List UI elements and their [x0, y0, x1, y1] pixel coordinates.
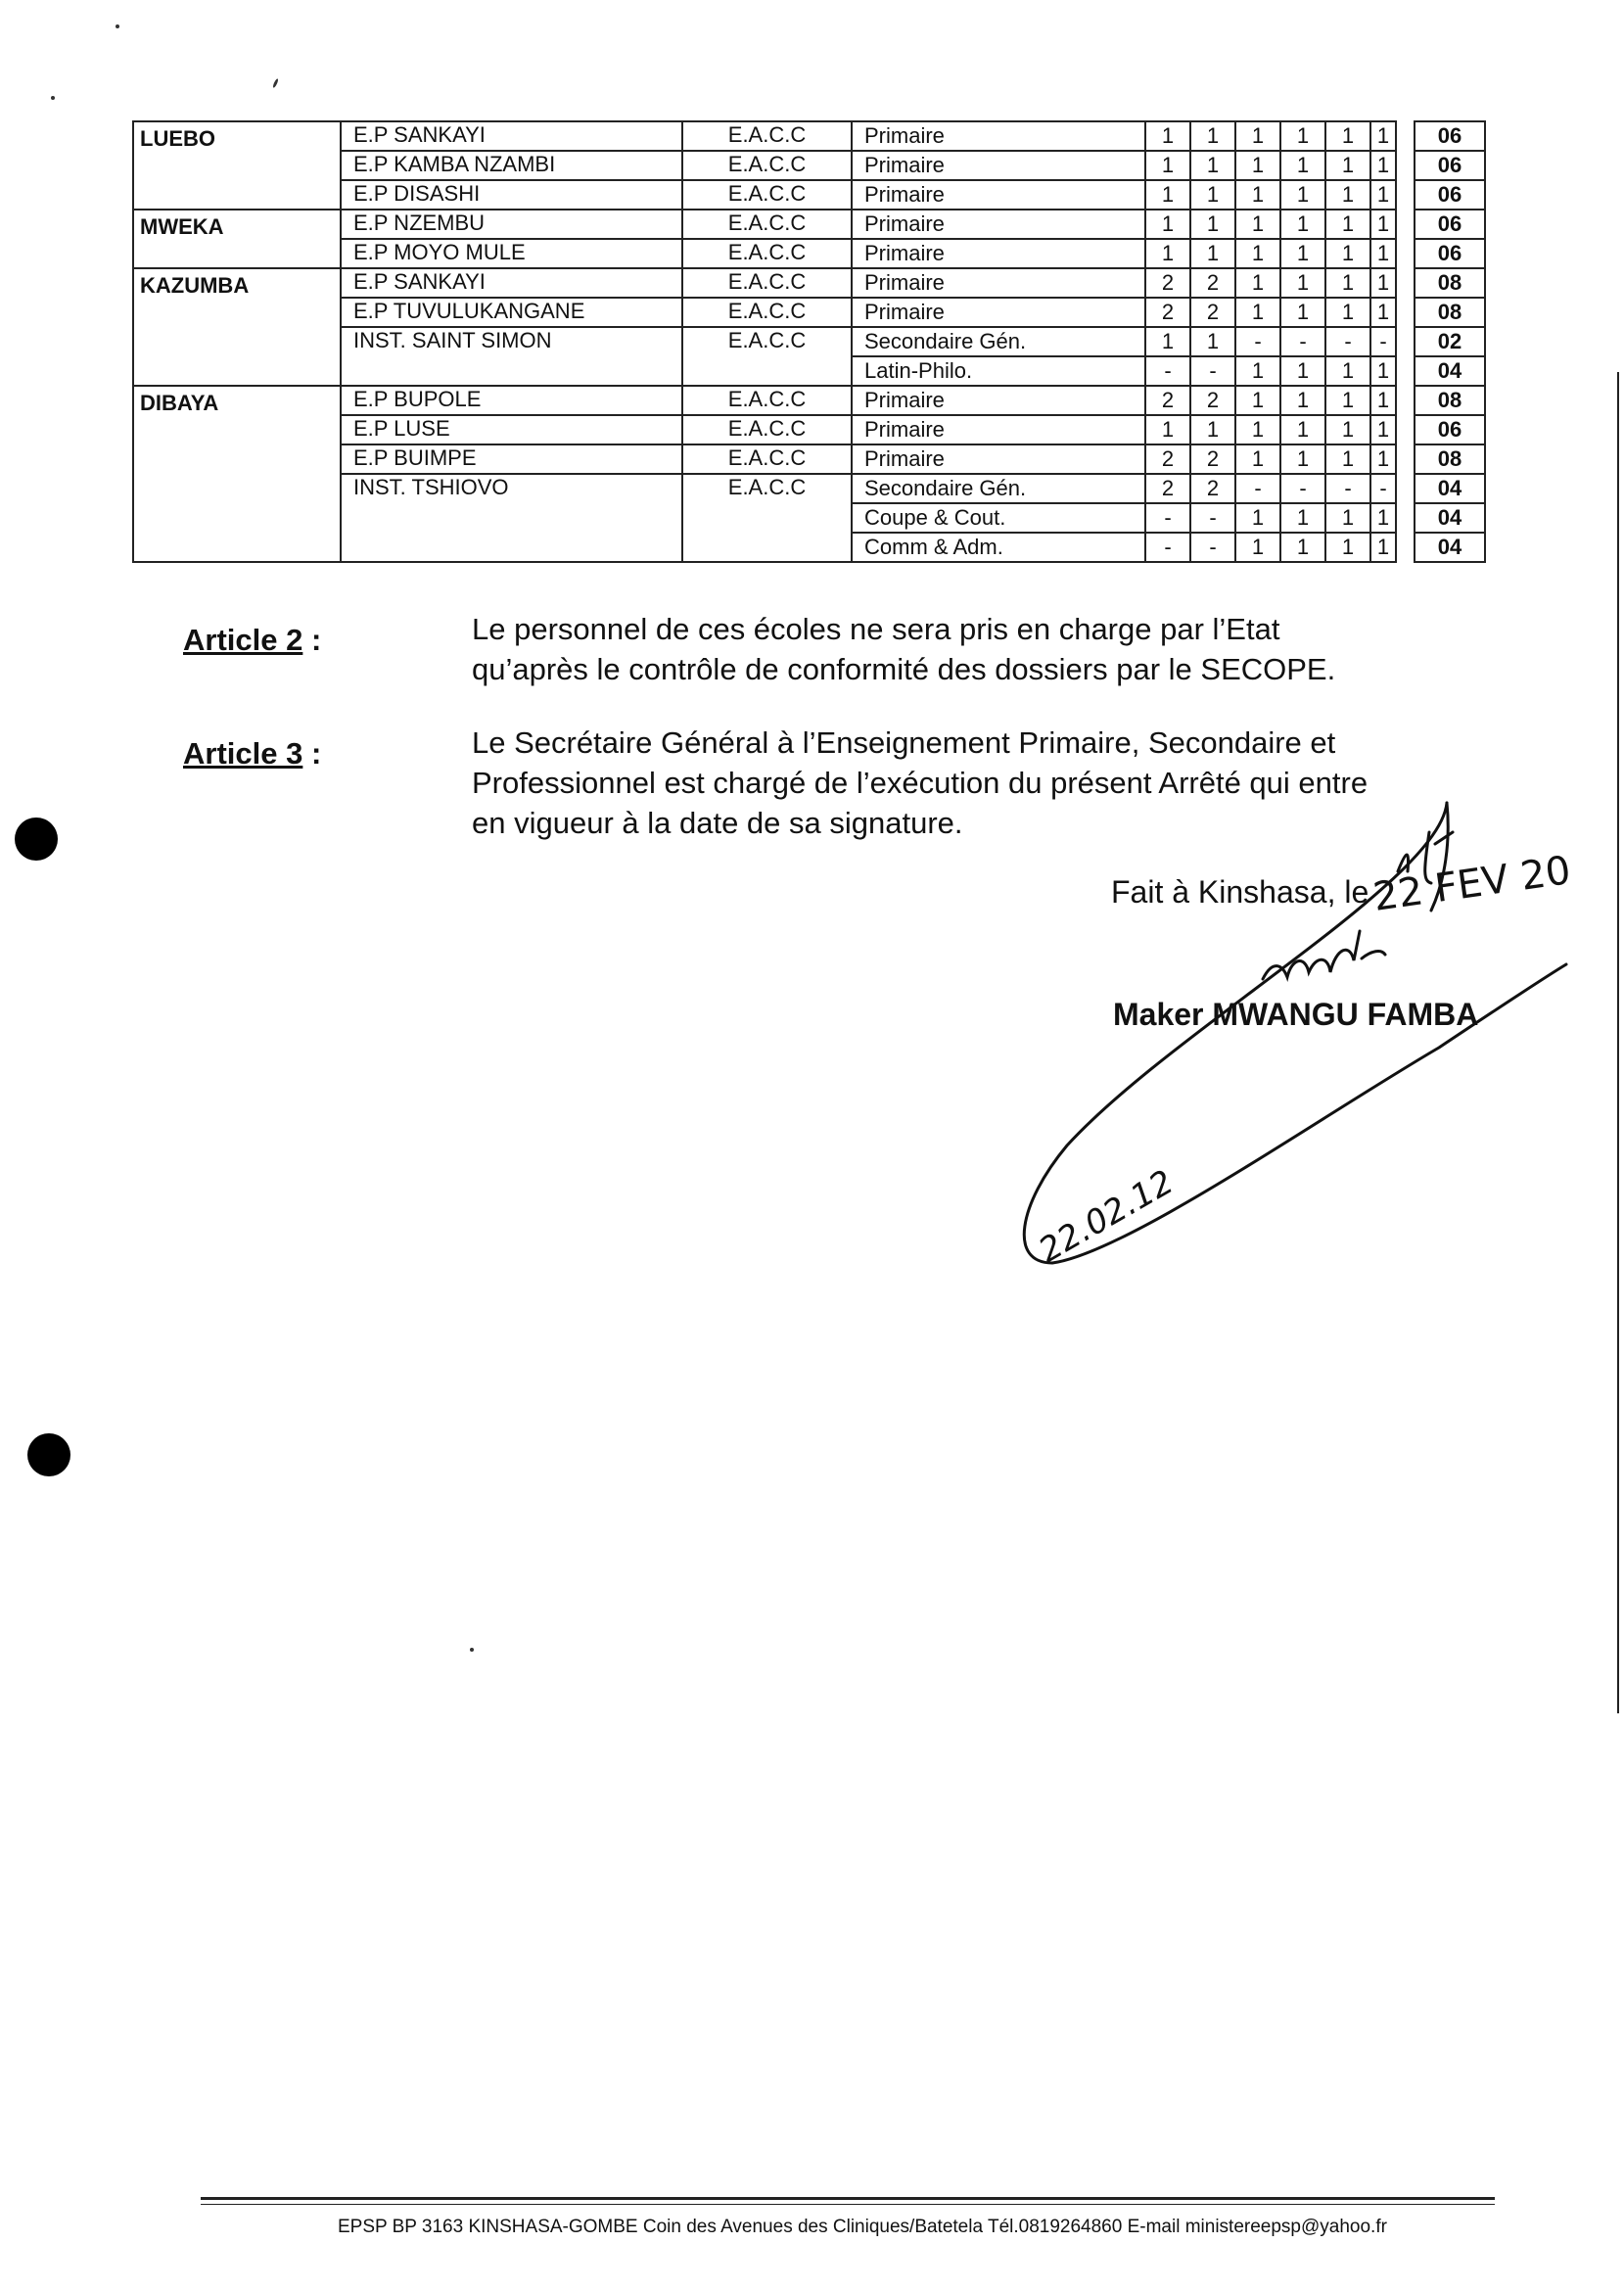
school-name-cell: INST. SAINT SIMON	[341, 327, 682, 386]
class-count-cell: 1	[1235, 151, 1280, 180]
class-count-cell: 1	[1190, 210, 1235, 239]
school-name-cell: E.P SANKAYI	[341, 268, 682, 298]
class-count-cell: 2	[1145, 268, 1190, 298]
class-count-cell: 1	[1280, 210, 1325, 239]
management-cell: E.A.C.C	[682, 239, 852, 268]
class-count-cell: 1	[1280, 268, 1325, 298]
class-count-cell: 1	[1190, 180, 1235, 210]
article-2-line: Le personnel de ces écoles ne sera pris en charge par l’Etat	[472, 612, 1280, 646]
level-cell: Primaire	[852, 151, 1145, 180]
school-name-cell: E.P TUVULUKANGANE	[341, 298, 682, 327]
class-count-cell: 1	[1280, 444, 1325, 474]
class-count-cell: 1	[1325, 356, 1370, 386]
management-cell: E.A.C.C	[682, 386, 852, 415]
level-cell: Secondaire Gén.	[852, 327, 1145, 356]
class-count-cell: 1	[1145, 327, 1190, 356]
class-count-cell: 1	[1370, 356, 1396, 386]
article-3-line: Professionnel est chargé de l’exécution du présent Arrêté qui entre	[472, 766, 1369, 800]
class-count-cell: 1	[1235, 210, 1280, 239]
class-count-cell: 1	[1235, 356, 1280, 386]
signatory-name: Maker MWANGU FAMBA	[1113, 997, 1479, 1032]
school-name-cell: E.P NZEMBU	[341, 210, 682, 239]
class-count-cell: 2	[1145, 444, 1190, 474]
class-count-cell: 1	[1325, 444, 1370, 474]
class-count-cell: 2	[1190, 298, 1235, 327]
level-cell: Primaire	[852, 268, 1145, 298]
total-cell: 08	[1415, 298, 1485, 327]
level-cell: Primaire	[852, 121, 1145, 151]
class-count-cell: 1	[1190, 415, 1235, 444]
class-count-cell: 2	[1190, 444, 1235, 474]
class-count-cell: 1	[1325, 503, 1370, 533]
class-count-cell: 1	[1235, 533, 1280, 562]
class-count-cell: -	[1370, 474, 1396, 503]
footer-rule-bottom	[201, 2204, 1495, 2205]
class-count-cell: -	[1145, 356, 1190, 386]
class-count-cell: 1	[1280, 386, 1325, 415]
level-cell: Coupe & Cout.	[852, 503, 1145, 533]
place-and-date: Fait à Kinshasa, le	[1111, 874, 1369, 910]
date-stamp: 22 FEV 20	[1369, 848, 1574, 920]
class-count-cell: 1	[1325, 239, 1370, 268]
class-count-cell: -	[1235, 474, 1280, 503]
territory-cell: DIBAYA	[133, 386, 341, 562]
class-count-cell: 1	[1280, 503, 1325, 533]
total-cell: 06	[1415, 151, 1485, 180]
footer-address: EPSP BP 3163 KINSHASA-GOMBE Coin des Avenues des Cliniques/Batetela Tél.0819264860 E-mail ministereepsp@yahoo.fr	[338, 2217, 1387, 2237]
level-cell: Primaire	[852, 415, 1145, 444]
class-count-cell: 1	[1370, 444, 1396, 474]
article-3-line: en vigueur à la date de sa signature.	[472, 806, 963, 840]
level-cell: Primaire	[852, 386, 1145, 415]
class-count-cell: 1	[1235, 268, 1280, 298]
class-count-cell: 1	[1190, 239, 1235, 268]
class-count-cell: 2	[1145, 474, 1190, 503]
class-count-cell: 1	[1280, 151, 1325, 180]
total-cell: 04	[1415, 474, 1485, 503]
class-count-cell: 1	[1235, 239, 1280, 268]
school-name-cell: E.P MOYO MULE	[341, 239, 682, 268]
class-count-cell: 2	[1190, 474, 1235, 503]
class-count-cell: -	[1280, 474, 1325, 503]
school-name-cell: E.P KAMBA NZAMBI	[341, 151, 682, 180]
class-count-cell: -	[1325, 327, 1370, 356]
scan-speck	[470, 1648, 474, 1652]
class-count-cell: 2	[1145, 386, 1190, 415]
class-count-cell: 1	[1370, 239, 1396, 268]
management-cell: E.A.C.C	[682, 121, 852, 151]
class-count-cell: 1	[1370, 503, 1396, 533]
article-3-line: Le Secrétaire Général à l’Enseignement Primaire, Secondaire et	[472, 725, 1336, 760]
level-cell: Primaire	[852, 180, 1145, 210]
class-count-cell: 1	[1325, 268, 1370, 298]
total-cell: 06	[1415, 210, 1485, 239]
class-count-cell: 1	[1370, 210, 1396, 239]
class-count-cell: 1	[1145, 180, 1190, 210]
article-2-label: Article 2 :	[183, 623, 322, 657]
class-count-cell: 1	[1325, 151, 1370, 180]
territory-cell: KAZUMBA	[133, 268, 341, 386]
class-count-cell: -	[1235, 327, 1280, 356]
total-cell: 04	[1415, 503, 1485, 533]
school-name-cell: INST. TSHIOVO	[341, 474, 682, 562]
class-count-cell: 1	[1235, 180, 1280, 210]
class-count-cell: 1	[1145, 415, 1190, 444]
territory-cell: MWEKA	[133, 210, 341, 268]
total-cell: 08	[1415, 386, 1485, 415]
management-cell: E.A.C.C	[682, 210, 852, 239]
class-count-cell: 1	[1280, 415, 1325, 444]
class-count-cell: 1	[1325, 180, 1370, 210]
class-count-cell: 1	[1325, 121, 1370, 151]
class-count-cell: 1	[1190, 327, 1235, 356]
class-count-cell: 1	[1370, 268, 1396, 298]
level-cell: Secondaire Gén.	[852, 474, 1145, 503]
management-cell: E.A.C.C	[682, 151, 852, 180]
total-cell: 08	[1415, 268, 1485, 298]
class-count-cell: 1	[1370, 386, 1396, 415]
total-cell: 08	[1415, 444, 1485, 474]
class-count-cell: -	[1370, 327, 1396, 356]
total-cell: 06	[1415, 121, 1485, 151]
punch-hole-mark	[27, 1433, 70, 1476]
class-count-cell: -	[1145, 533, 1190, 562]
management-cell: E.A.C.C	[682, 415, 852, 444]
class-count-cell: 1	[1145, 151, 1190, 180]
management-cell: E.A.C.C	[682, 444, 852, 474]
management-cell: E.A.C.C	[682, 268, 852, 298]
level-cell: Primaire	[852, 210, 1145, 239]
class-count-cell: 2	[1190, 386, 1235, 415]
level-cell: Primaire	[852, 444, 1145, 474]
management-cell: E.A.C.C	[682, 474, 852, 562]
total-cell: 06	[1415, 415, 1485, 444]
class-count-cell: 1	[1325, 210, 1370, 239]
class-count-cell: -	[1190, 356, 1235, 386]
school-name-cell: E.P LUSE	[341, 415, 682, 444]
scan-speck	[51, 96, 55, 100]
class-count-cell: 1	[1325, 415, 1370, 444]
class-count-cell: 1	[1190, 121, 1235, 151]
school-name-cell: E.P BUPOLE	[341, 386, 682, 415]
class-count-cell: 1	[1280, 239, 1325, 268]
class-count-cell: 1	[1235, 415, 1280, 444]
class-count-cell: 1	[1370, 180, 1396, 210]
school-name-cell: E.P DISASHI	[341, 180, 682, 210]
class-count-cell: 1	[1280, 180, 1325, 210]
scan-speck	[116, 24, 119, 28]
class-count-cell: 1	[1325, 533, 1370, 562]
class-count-cell: -	[1145, 503, 1190, 533]
class-count-cell: 1	[1280, 298, 1325, 327]
class-count-cell: 1	[1235, 444, 1280, 474]
territory-cell: LUEBO	[133, 121, 341, 210]
class-count-cell: -	[1325, 474, 1370, 503]
class-count-cell: 1	[1370, 415, 1396, 444]
school-name-cell: E.P BUIMPE	[341, 444, 682, 474]
class-count-cell: 1	[1370, 533, 1396, 562]
class-count-cell: 1	[1370, 121, 1396, 151]
class-count-cell: 1	[1280, 533, 1325, 562]
class-count-cell: 1	[1235, 298, 1280, 327]
class-count-cell: 1	[1235, 121, 1280, 151]
total-cell: 06	[1415, 239, 1485, 268]
management-cell: E.A.C.C	[682, 180, 852, 210]
class-count-cell: 1	[1190, 151, 1235, 180]
handwritten-date: 22.02.12	[1032, 1162, 1181, 1271]
management-cell: E.A.C.C	[682, 298, 852, 327]
level-cell: Primaire	[852, 298, 1145, 327]
management-cell: E.A.C.C	[682, 327, 852, 386]
page-edge-line	[1617, 372, 1619, 1713]
class-count-cell: 2	[1190, 268, 1235, 298]
class-count-cell: 2	[1145, 298, 1190, 327]
total-cell: 04	[1415, 533, 1485, 562]
footer-rule-top	[201, 2197, 1495, 2200]
class-count-cell: 1	[1235, 503, 1280, 533]
level-cell: Comm & Adm.	[852, 533, 1145, 562]
class-count-cell: 1	[1280, 121, 1325, 151]
article-2-line: qu’après le contrôle de conformité des dossiers par le SECOPE.	[472, 652, 1336, 686]
class-count-cell: -	[1190, 503, 1235, 533]
class-count-cell: 1	[1235, 386, 1280, 415]
class-count-cell: 1	[1145, 210, 1190, 239]
article-3-label: Article 3 :	[183, 736, 322, 771]
total-cell: 06	[1415, 180, 1485, 210]
class-count-cell: 1	[1325, 298, 1370, 327]
total-cell: 04	[1415, 356, 1485, 386]
class-count-cell: 1	[1145, 121, 1190, 151]
class-count-cell: 1	[1370, 151, 1396, 180]
school-name-cell: E.P SANKAYI	[341, 121, 682, 151]
level-cell: Latin-Philo.	[852, 356, 1145, 386]
total-cell: 02	[1415, 327, 1485, 356]
punch-hole-mark	[15, 818, 58, 861]
class-count-cell: -	[1280, 327, 1325, 356]
class-count-cell: 1	[1145, 239, 1190, 268]
class-count-cell: 1	[1325, 386, 1370, 415]
class-count-cell: -	[1190, 533, 1235, 562]
class-count-cell: 1	[1280, 356, 1325, 386]
class-count-cell: 1	[1370, 298, 1396, 327]
level-cell: Primaire	[852, 239, 1145, 268]
